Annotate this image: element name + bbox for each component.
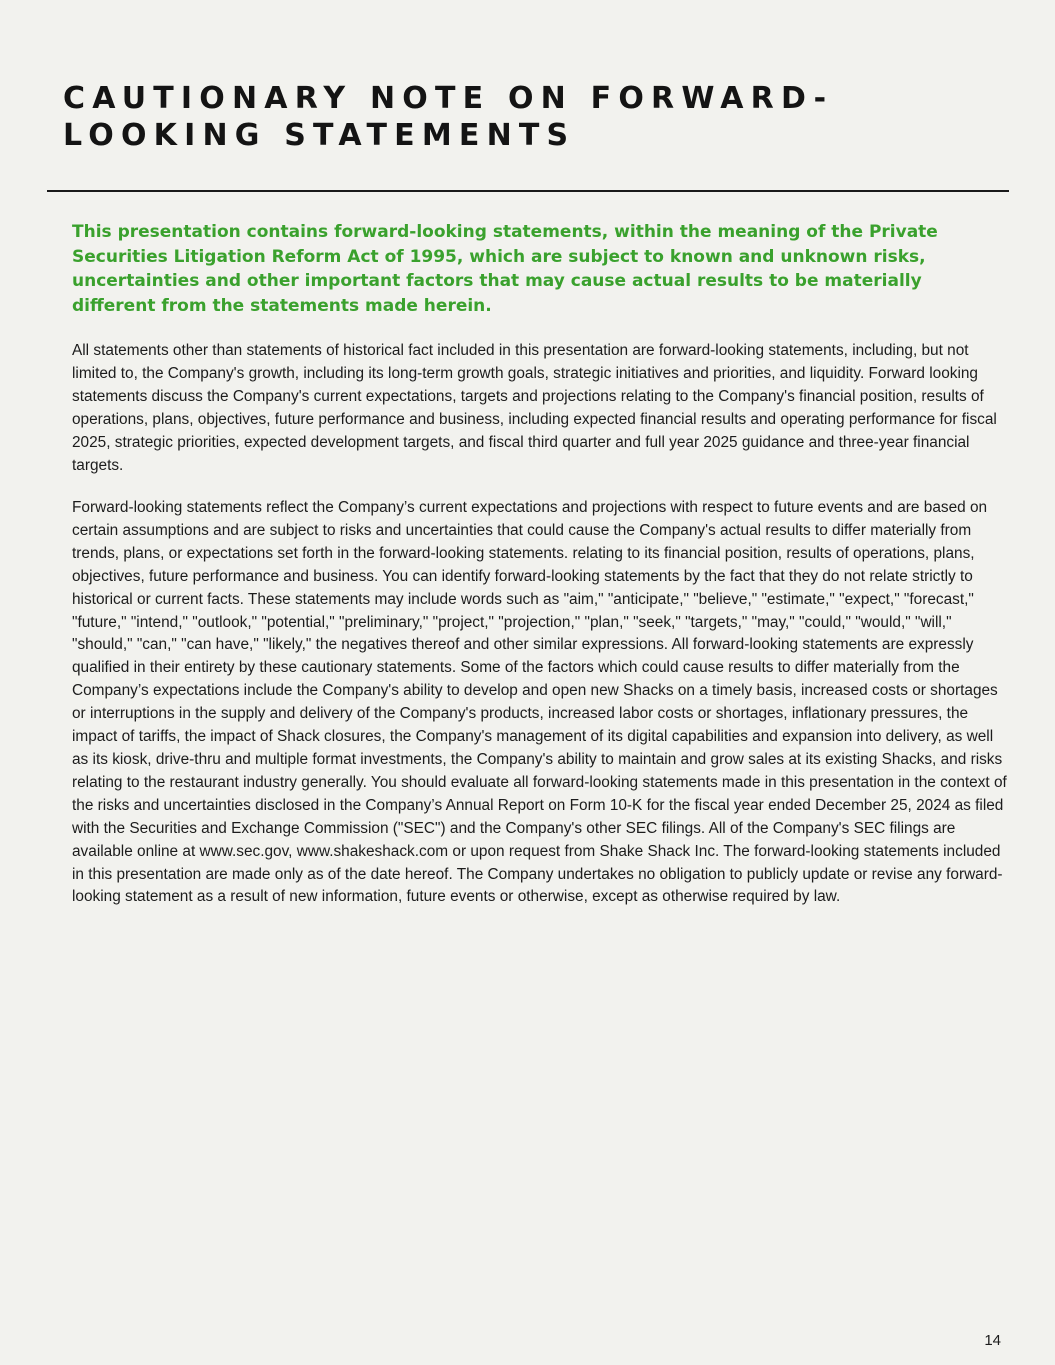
page-number: 14 — [984, 1332, 1001, 1349]
body-paragraph-2: Forward-looking statements reflect the Company’s current expectations and projections with respect to future events and are based on certain assumptions and are subject to risks and uncertainties that could cause the Company's actual results to differ materially from trends, plans, or expectations set forth in the forward-looking statements. relating to its financial position, results of operations, plans, objectives, future performance and business. You can identify forward-looking statements by the fact that they do not relate strictly to historical or current facts. These statements may include words such as "aim," "anticipate," "believe," "estimate," "expect," "forecast," "future," "intend," "outlook," "potential," "preliminary," "project," "projection," "plan," "seek," "targets," "may," "could," "would," "will," "should," "can," "can have," "likely," the negatives thereof and other similar expressions. All forward-looking statements are expressly qualified in their entirety by these cautionary statements. Some of the factors which could cause results to differ materially from the Company’s expectations include the Company's ability to develop and open new Shacks on a timely basis, increased costs or shortages or interruptions in the supply and delivery of the Company's products, increased labor costs or shortages, inflationary pressures, the impact of tariffs, the impact of Shack closures, the Company's management of its digital capabilities and expansion into delivery, as well as its kiosk, drive-thru and multiple format investments, the Company's ability to maintain and grow sales at its existing Shacks, and risks relating to the restaurant industry generally. You should evaluate all forward-looking statements made in this presentation in the context of the risks and uncertainties disclosed in the Company’s Annual Report on Form 10-K for the fiscal year ended December 25, 2024 as filed with the Securities and Exchange Commission ("SEC") and the Company's other SEC filings. All of the Company's SEC filings are available online at www.sec.gov, www.shakeshack.com or upon request from Shake Shack Inc. The forward-looking statements included in this presentation are made only as of the date hereof. The Company undertakes no obligation to publicly update or revise any forward-looking statement as a result of new information, future events or otherwise, except as otherwise required by law. — [72, 499, 1007, 906]
intro-statement: This presentation contains forward-looking statements, within the meaning of the Private Securities Litigation Reform Act of 1995, which are subject to known and unknown risks, uncertainties and other important factors that may cause actual results to be materially different from the statements made herein. — [72, 222, 938, 316]
title-divider — [47, 190, 1009, 192]
body-paragraph-1: All statements other than statements of historical fact included in this presentation are forward-looking statements, including, but not limited to, the Company's growth, including its long-term growth goals, strategic initiatives and priorities, and liquidity. Forward looking statements discuss the Company's current expectations, targets and projections relating to the Company's financial position, results of operations, plans, objectives, future performance and business, including expected financial results and operating performance for fiscal 2025, strategic priorities, expected development targets, and fiscal third quarter and full year 2025 guidance and three-year financial targets. — [72, 342, 997, 474]
page-title: CAUTIONARY NOTE ON FORWARD-LOOKING STATEMENTS — [63, 81, 834, 153]
